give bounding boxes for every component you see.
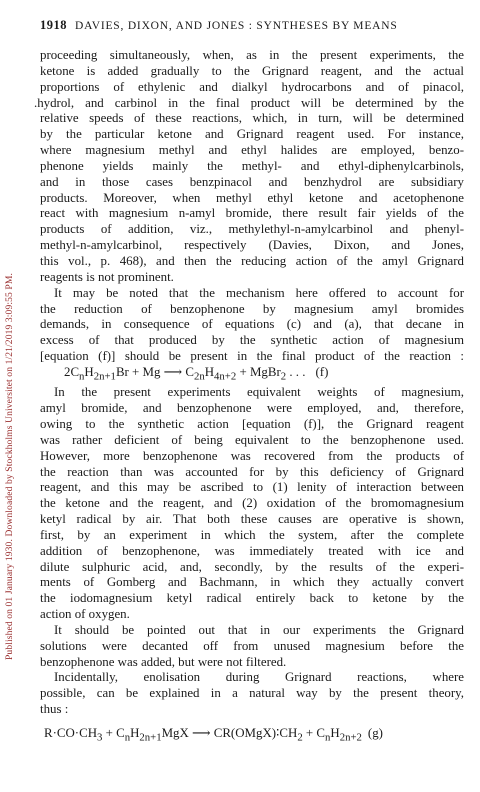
equation-g-part: + C [302, 726, 326, 741]
text-line: .hydrol, and carbinol in the final product will be determined by the [34, 95, 464, 110]
equation-f-sub: 2n+1 [93, 370, 116, 383]
text-line: addition of benzophenone, was immediately treated with ice and [40, 543, 464, 558]
equation-f-part: . . . [286, 364, 306, 379]
equation-f-tag: (f) [315, 364, 329, 379]
text-line: dilute sulphuric acid, and, secondly, by the results of the experi- [40, 559, 464, 574]
text-line: proceeding simultaneously, when, as in the present experiments, the [40, 48, 464, 62]
text-line: the reaction than was accounted for by this deficiency of Grignard [40, 464, 464, 479]
equation-f-sub: n [79, 370, 85, 383]
equation-g-part: R·CO·CH [44, 726, 97, 741]
text-line: thus : [40, 702, 69, 717]
equation-g-part: + C [102, 726, 125, 741]
download-watermark-text: Published on 01 January 1930. Downloaded by Stockholms Universitet on 1/21/2019 3:09:55 PM. [4, 273, 15, 660]
text-line: It should be pointed out that in our experiments the Grignard [54, 622, 464, 637]
text-line: was rather deficient of being equivalent to the benzophenone used. [40, 432, 464, 447]
equation-f [40, 365, 464, 385]
text-line: demands, in consequence of equations (c) and (a), that decane in [40, 317, 464, 332]
equation-g-sub: n [325, 731, 331, 744]
equation-f-part: H [204, 364, 215, 379]
text-line: proportions of ethylenic and dialkyl hydrocarbons and of pinacol, [40, 79, 464, 94]
text-line: benzophenone was added, but were not filtered. [40, 654, 287, 669]
text-line: and in those cases benzpinacol and benzhydrol are subsidiary [40, 174, 464, 189]
text-line: However, more benzophenone was recovered from the products of [40, 448, 464, 463]
equation-g-tag: (g) [367, 726, 383, 741]
text-line: owing to the synthetic action [equation (f)], the Grignard reagent [40, 416, 464, 431]
equation-f-sub: 2n [193, 370, 205, 383]
equation-g-sub: 2n+2 [339, 731, 362, 744]
text-line: ketyl radical by air. That both these causes are operative is shown, [40, 512, 464, 527]
equation-f-part: + MgBr [236, 364, 281, 379]
text-line: the ketone and the reagent, and (2) oxidation of the bromomagnesium [40, 496, 464, 511]
text-line: reagent, and this may be ascribed to (1) lenity of interaction between [40, 480, 464, 495]
text-line: where magnesium methyl and ethyl halides are employed, benzo- [40, 143, 464, 158]
text-line: ments of Gomberg and Bachmann, in which they actually convert [40, 575, 464, 590]
text-line: It may be noted that the mechanism here offered to account for [54, 285, 464, 300]
article-body [34, 48, 464, 746]
equation-f-part: Br + Mg ⟶ C [115, 364, 194, 379]
text-line: methyl-n-amylcarbinol, respectively (Davies, Dixon, and Jones, [40, 238, 464, 253]
text-line: action of oxygen. [40, 607, 130, 622]
text-line: first, by an experiment in which the system, after the complete [40, 527, 464, 542]
equation-g-sub: n [124, 731, 131, 744]
equation-g-sub: 3 [97, 731, 103, 744]
text-line: solutions were decanted off from unused magnesium before the [40, 638, 464, 653]
running-title: DAVIES, DIXON, AND JONES : SYNTHESES BY MEANS [75, 20, 398, 32]
download-watermark [4, 60, 18, 660]
text-line: the reduction of benzophenone by magnesium amyl bromides [40, 301, 464, 316]
text-line: products. Moreover, when methyl ethyl ketone and acetophenone [40, 190, 464, 205]
running-head [40, 18, 464, 38]
journal-page [34, 18, 464, 746]
equation-f-part: H [84, 364, 94, 379]
equation-g [40, 726, 464, 746]
equation-f-sub: 4n+2 [214, 370, 237, 383]
text-line: amyl bromide, and benzophenone were employed, and, therefore, [40, 401, 464, 416]
equation-g-part: H [330, 726, 340, 741]
text-line: Incidentally, enolisation during Grignard reactions, where [54, 670, 464, 685]
text-line: this vol., p. 468), and then the reducing action of the amyl Grignard [40, 253, 464, 268]
text-line: excess of that produced by the synthetic action of magnesium [40, 333, 464, 348]
text-line: In the present experiments equivalent weights of magnesium, [54, 385, 464, 400]
equation-f-sub: 2 [280, 370, 287, 383]
page-number: 1918 [40, 18, 67, 32]
text-line: phenone yields mainly the methyl- and ethyl-diphenylcarbinols, [40, 158, 464, 173]
equation-g-part: MgX ⟶ CR(OMgX)∶CH [161, 726, 298, 741]
text-line: ketone is added gradually to the Grignard reagent, and the actual [40, 63, 464, 78]
text-line: relative speeds of these reactions, which, in turn, will be determined [40, 111, 464, 126]
text-line: by the particular ketone and Grignard reagent used. For instance, [40, 127, 464, 142]
text-line: the iodomagnesium ketyl radical entirely back to ketone by the [40, 591, 464, 606]
text-line: products of addition, viz., methylethyl-n-amylcarbinol and phenyl- [40, 222, 464, 237]
equation-g-part: H [130, 726, 140, 741]
equation-g-sub: 2 [297, 731, 303, 744]
text-line: reagents is not prominent. [40, 269, 174, 284]
text-line: possible, can be explained in a natural way by the present theory, [40, 686, 464, 701]
text-line: react with magnesium n-amyl bromide, there result fair yields of the [40, 206, 464, 221]
equation-g-sub: 2n+1 [139, 731, 162, 744]
text-line: [equation (f)] should be present in the final product of the reaction : [40, 349, 464, 364]
equation-f-part: 2C [64, 364, 80, 379]
